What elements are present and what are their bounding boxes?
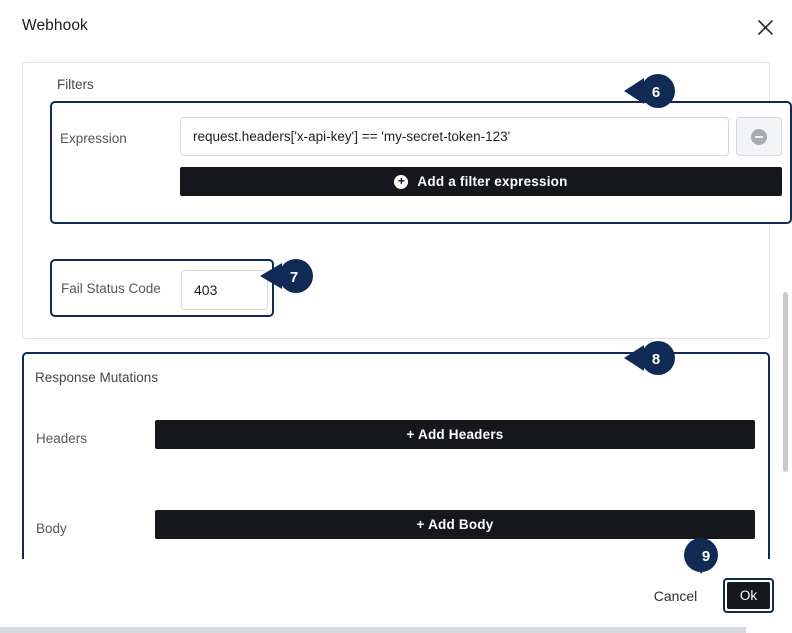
plus-circle-icon: + — [394, 175, 408, 189]
callout-marker-7 — [258, 256, 314, 296]
close-icon[interactable] — [750, 12, 780, 42]
dialog-titlebar — [0, 0, 792, 54]
add-headers-button[interactable] — [155, 420, 755, 449]
filters-highlight-group — [50, 101, 792, 224]
cancel-button[interactable]: Cancel — [638, 580, 713, 612]
fail-status-code-label: Fail Status Code — [61, 281, 161, 296]
add-body-label: + Add Body — [416, 517, 494, 532]
response-mutations-panel — [22, 352, 770, 559]
ok-button[interactable]: Ok — [727, 582, 770, 609]
window-bottom-edge — [0, 625, 792, 633]
minus-circle-icon — [751, 129, 767, 145]
expression-input[interactable] — [180, 117, 729, 156]
remove-filter-button[interactable] — [736, 117, 782, 156]
vertical-scrollbar[interactable] — [783, 292, 788, 472]
callout-marker-9-label: 9 — [701, 547, 711, 565]
fail-status-code-input[interactable] — [181, 270, 268, 310]
callout-marker-8-label: 8 — [651, 350, 661, 368]
add-filter-expression-button[interactable] — [180, 167, 782, 196]
callout-marker-6 — [622, 71, 678, 111]
add-filter-expression-label: Add a filter expression — [417, 174, 568, 189]
ok-button-highlight — [723, 578, 774, 613]
fail-status-code-group — [50, 259, 274, 317]
expression-label: Expression — [60, 131, 127, 146]
callout-marker-9 — [672, 538, 728, 578]
callout-marker-7-label: 7 — [289, 268, 299, 286]
callout-marker-8 — [622, 338, 678, 378]
dialog-title: Webhook — [22, 17, 88, 34]
headers-label: Headers — [36, 431, 88, 446]
dialog-body — [0, 54, 792, 559]
add-headers-label: + Add Headers — [406, 427, 504, 442]
add-body-button[interactable] — [155, 510, 755, 539]
body-label: Body — [36, 521, 67, 536]
callout-marker-6-label: 6 — [651, 83, 661, 101]
response-mutations-legend: Response Mutations — [35, 370, 159, 385]
filters-legend: Filters — [57, 77, 94, 92]
